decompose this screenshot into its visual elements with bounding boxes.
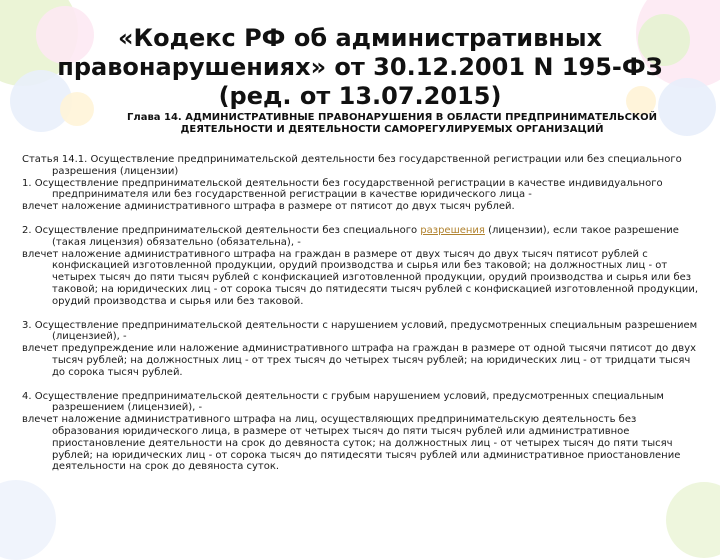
article-heading: Статья 14.1. Осуществление предпринимательской деятельности без государственной регистрации или без специального разрешения (лицензии) (22, 154, 682, 177)
article-body (22, 154, 700, 473)
part-3-penalty: влечет предупреждение или наложение административного штрафа на граждан в размере от одной тысячи пятисот до двух тысяч рублей; на должностных лиц - от трех тысяч до четырех тысяч рублей; на юридических лиц - от тридцати тысяч до сорока тысяч рублей. (22, 343, 697, 378)
chapter-heading: Глава 14. АДМИНИСТРАТИВНЫЕ ПРАВОНАРУШЕНИЯ В ОБЛАСТИ ПРЕДПРИНИМАТЕЛЬСКОЙ ДЕЯТЕЛЬНОСТИ И ДЕЯТЕЛЬНОСТИ САМОРЕГУЛИРУЕМЫХ ОРГАНИЗАЦИЙ (127, 112, 657, 135)
decorative-bubble (0, 480, 56, 560)
paragraph-gap (22, 308, 700, 320)
part-1-penalty: влечет наложение административного штрафа в размере от пятисот до двух тысяч рублей. (22, 201, 515, 213)
part-2-text-end: (лицензии), если такое разрешение (такая лицензия) обязательно (обязательна), - (52, 224, 679, 248)
decorative-bubble (666, 482, 720, 558)
paragraph-gap (22, 379, 700, 391)
slide-title: «Кодекс РФ об административных правонарушениях» от 30.12.2001 N 195-ФЗ (ред. от 13.07.2015) (57, 24, 663, 110)
part-1-text: 1. Осуществление предпринимательской деятельности без государственной регистрации в качестве индивидуального предпринимателя или без государственной регистрации в качестве юридического лица - (22, 177, 663, 201)
part-3-text: 3. Осуществление предпринимательской деятельности с нарушением условий, предусмотренных специальным разрешением (лицензией), - (22, 319, 698, 343)
part-2-text (22, 225, 700, 249)
permission-link[interactable]: разрешения (420, 224, 485, 236)
part-4-text: 4. Осуществление предпринимательской деятельности с грубым нарушением условий, предусмотренных специальным разрешением (лицензией), - (22, 390, 664, 414)
part-2-penalty: влечет наложение административного штрафа на граждан в размере от двух тысяч до двух тысяч пятисот рублей с конфискацией изготовленной продукции, орудий производства и сырья или без таковой; на должностных лиц - от четырех тысяч до пяти тысяч рублей с конфискацией изготовленной продукции, орудий производства и сырья или без таковой; на юридических лиц - от сорока тысяч до пятидесяти тысяч рублей с конфискацией изготовленной продукции, орудий производства и сырья или без таковой. (22, 248, 699, 307)
paragraph-gap (22, 213, 700, 225)
part-2-text-start: 2. Осуществление предпринимательской деятельности без специального (22, 224, 421, 236)
part-4-penalty: влечет наложение административного штрафа на лиц, осуществляющих предпринимательскую деятельность без образования юридического лица, в размере от четырех тысяч до пяти тысяч рублей или административное приостановление деятельности на срок до девяноста суток; на должностных лиц - от четырех тысяч до пяти тысяч рублей; на юридических лиц - от сорока тысяч до пятидесяти тысяч рублей или административное приостановление деятельности на срок до девяноста суток. (22, 414, 681, 473)
